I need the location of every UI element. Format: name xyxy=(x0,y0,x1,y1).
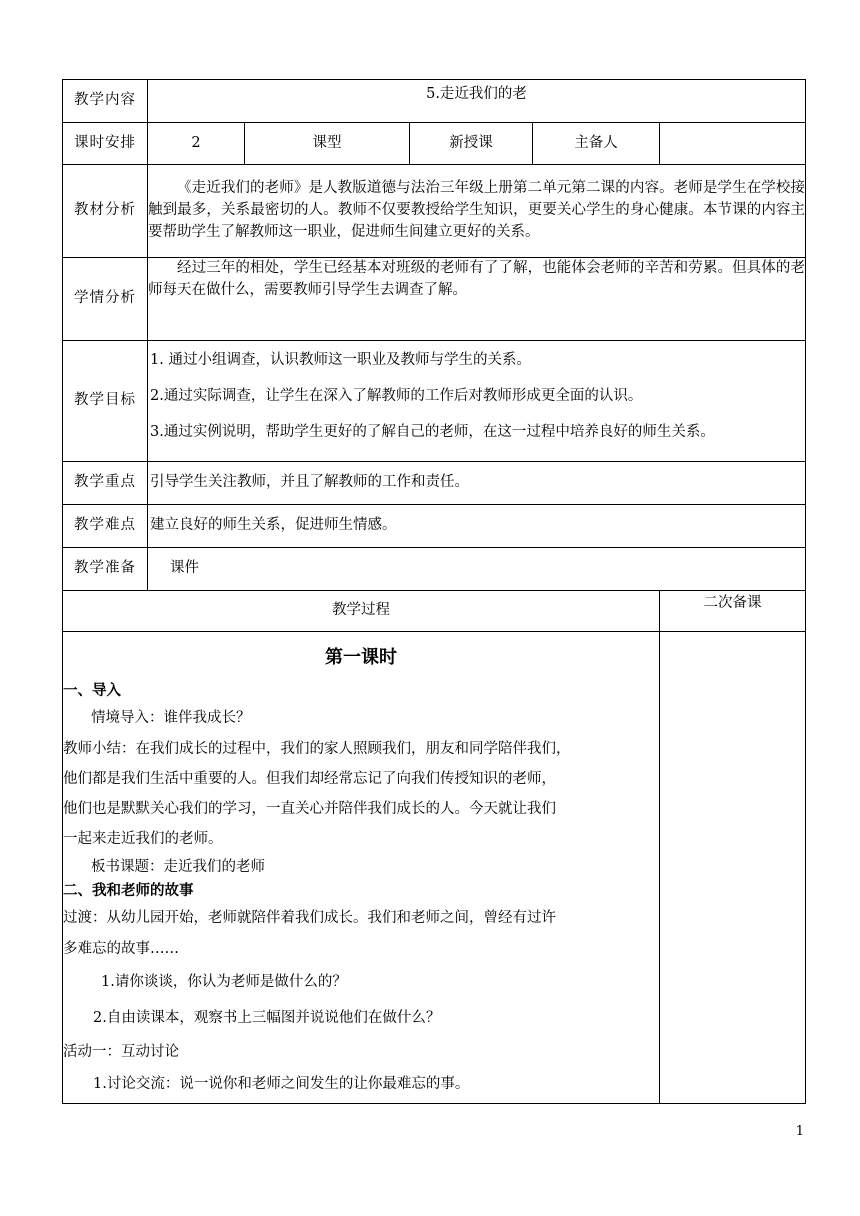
material-analysis-label: 教材分析 xyxy=(63,165,148,258)
goals-cell xyxy=(148,341,806,462)
difficulties-label: 教学难点 xyxy=(63,505,148,548)
preparation-text: 课件 xyxy=(148,548,806,591)
activity-heading: 活动一：互动讨论 xyxy=(63,1044,179,1060)
student-analysis-row xyxy=(63,258,806,341)
goals-row xyxy=(63,341,806,462)
goal-item: 1. 通过小组调查，认识教师这一职业及教师与学生的关系。 xyxy=(150,352,531,368)
lesson-period-title: 第一课时 xyxy=(325,647,397,668)
key-points-text: 引导学生关注教师，并且了解教师的工作和责任。 xyxy=(148,462,806,505)
type-label: 课型 xyxy=(245,123,410,165)
second-prep-cell xyxy=(660,632,806,1104)
key-points-label: 教学重点 xyxy=(63,462,148,505)
process-row xyxy=(63,632,806,1104)
intro-text: 情境导入：谁伴我成长？ xyxy=(91,710,251,726)
process-cell xyxy=(63,632,660,1104)
student-analysis-label: 学情分析 xyxy=(63,258,148,341)
difficulties-text: 建立良好的师生关系，促进师生情感。 xyxy=(148,505,806,548)
summary-line: 教师小结：在我们成长的过程中，我们的家人照顾我们，朋友和同学陪伴我们， xyxy=(63,741,571,757)
transition-line: 多难忘的故事…… xyxy=(63,941,179,957)
transition-line: 过渡：从幼儿园开始，老师就陪伴着我们成长。我们和老师之间，曾经有过许 xyxy=(63,910,556,926)
summary-line: 他们都是我们生活中重要的人。但我们却经常忘记了向我们传授知识的老师， xyxy=(63,771,556,787)
section-story-heading: 二、我和老师的故事 xyxy=(63,883,194,899)
teaching-content-row xyxy=(63,80,806,123)
second-prep-header: 二次备课 xyxy=(660,591,806,632)
goals-label: 教学目标 xyxy=(63,341,148,462)
lesson-plan-table xyxy=(62,79,806,1104)
teaching-content-label: 教学内容 xyxy=(63,80,148,123)
board-title: 板书课题：走近我们的老师 xyxy=(91,859,265,875)
type-value: 新授课 xyxy=(410,123,533,165)
owner-value xyxy=(660,123,806,165)
lesson-title: 5.走近我们的老 xyxy=(148,80,806,123)
process-header-row xyxy=(63,591,806,632)
key-points-row xyxy=(63,462,806,505)
page-number: 1 xyxy=(795,1124,804,1139)
goal-item: 2.通过实际调查，让学生在深入了解教师的工作后对教师形成更全面的认识。 xyxy=(150,388,643,404)
section-intro-heading: 一、导入 xyxy=(63,683,121,699)
discussion-item: 1.讨论交流：说一说你和老师之间发生的让你最难忘的事。 xyxy=(93,1076,470,1092)
preparation-label: 教学准备 xyxy=(63,548,148,591)
goal-item: 3.通过实例说明，帮助学生更好的了解自己的老师，在这一过程中培养良好的师生关系。 xyxy=(150,424,715,440)
process-header: 教学过程 xyxy=(63,591,660,632)
question-item: 1.请你谈谈，你认为老师是做什么的？ xyxy=(101,974,347,990)
student-analysis-text: 经过三年的相处，学生已经基本对班级的老师有了了解，也能体会老师的辛苦和劳累。但具体的老师每天在做什么，需要教师引导学生去调查了解。 xyxy=(148,258,806,341)
owner-label: 主备人 xyxy=(533,123,660,165)
question-item: 2.自由读课本，观察书上三幅图并说说他们在做什么？ xyxy=(93,1010,441,1026)
schedule-row xyxy=(63,123,806,165)
summary-line: 一起来走近我们的老师。 xyxy=(63,831,223,847)
preparation-row xyxy=(63,548,806,591)
schedule-label: 课时安排 xyxy=(63,123,148,165)
difficulties-row xyxy=(63,505,806,548)
material-analysis-text: 《走近我们的老师》是人教版道德与法治三年级上册第二单元第二课的内容。老师是学生在学校接触到最多，关系最密切的人。教师不仅要教授给学生知识，更要关心学生的身心健康。本节课的内容主要帮助学生了解教师这一职业，促进师生间建立更好的关系。 xyxy=(148,165,806,258)
summary-line: 他们也是默默关心我们的学习，一直关心并陪伴我们成长的人。今天就让我们 xyxy=(63,801,556,817)
material-analysis-row xyxy=(63,165,806,258)
hours-value: 2 xyxy=(148,123,245,165)
